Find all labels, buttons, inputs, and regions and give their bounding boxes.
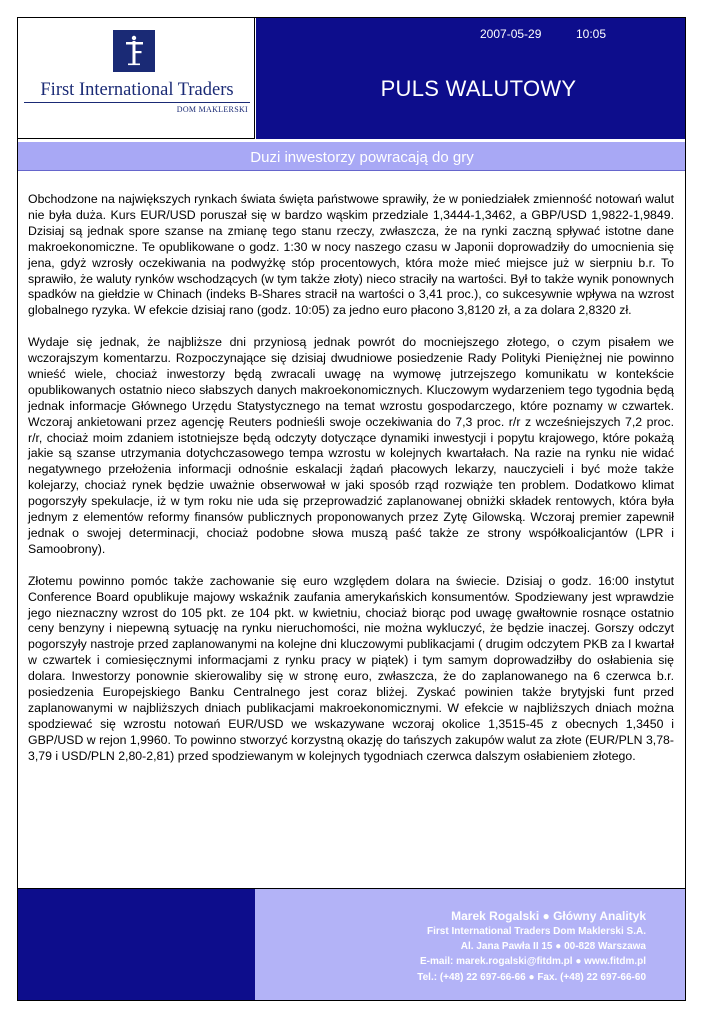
- footer-email-web: E-mail: marek.rogalski@fitdm.pl ● www.fitdm.pl: [419, 956, 646, 968]
- report-date: 2007-05-29: [480, 27, 542, 41]
- article-paragraph: Wydaje się jednak, że najbliższe dni przyniosą jednak powrót do mocniejszego złotego, o czym pisałem we wczorajszym komentarzu. Rozpoczynające się dzisiaj dwudniowe posiedzenie Rady Polityki Pieniężnej nie powinno wnieść wiele, chociaż inwestorzy będą zwracali uwagę na wymowę jutrzejszego komunikatu w kontekście opublikowanych ostatnio nieco słabszych danych makroekonomicznych. Kluczowym wydarzeniem tego tygodnia będą jednak informacje Głównego Urzędu Statystycznego na temat wzrostu gospodarczego, które poznamy w czwartek. Wczoraj ankietowani przez agencję Reuters podnieśli swoje oczekiwania do 7,3 proc. r/r z wcześniejszych 7,2 proc. r/r, chociaż moim zdaniem istotniejsze będą odczyty dotyczące dynamiki inwestycji i popytu krajowego, które pokażą jakie są szanse utrzymania dotychczasowego tempa wzrostu w kolejnych kwartałach. Na razie na rynku nie widać negatywnego przełożenia informacji odnośnie eskalacji żądań płacowych lekarzy, nauczycieli i być może także kolejarzy, chociaż rynek będzie uważnie obserwował w jaki sposób rząd rozwiąże ten problem. Dodatkowo klimat pogorszyły spekulacje, iż w tym roku nie uda się przeprowadzić zaplanowanej obniżki składek rentowych, która była jednym z elementów reformy finansów publicznych proponowanych przez Zytę Gilowską. Wczoraj premier zapewnił jednak o swojej determinacji, chociaż podobne słowa muszą paść także ze strony współkoalicjantów (LPR i Samoobrony).: [28, 335, 674, 556]
- article-body: [28, 192, 674, 780]
- article-paragraph: Obchodzone na największych rynkach świata święta państwowe sprawiły, że w poniedziałek zmienność notowań walut nie była duża. Kurs EUR/USD poruszał się w bardzo wąskim przedziale 1,3444-1,3462, a GBP/USD 1,9822-1,9849. Dzisiaj są jednak spore szanse na zmianę tego stanu rzeczy, zwłaszcza, że na rynki zaczną spływać istotne dane makroekonomiczne. Te opublikowane o godz. 1:30 w nocy naszego czasu w Japonii doprowadziły do umocnienia się jena, gdyż wzrosły oczekiwania na podwyżkę stóp procentowych, która może mieć miejsce już w sierpniu b.r. To sprawiło, że waluty rynków wschodzących (w tym także złoty) nieco straciły na wartości. Był to także wynik ponownych spadków na giełdzie w Chinach (indeks B-Shares stracił na wartości o 3,41 proc.), co sukcesywnie wpływa na wzrost globalnego ryzyka. W efekcie dzisiaj rano (godz. 10:05) za jedno euro płacono 3,8120 zł, a za dolara 2,8320 zł.: [28, 192, 674, 318]
- footer-navy-block: [18, 889, 255, 1000]
- company-name: First International Traders: [40, 80, 234, 100]
- company-logo-icon: [113, 30, 155, 72]
- article-paragraph: Złotemu powinno pomóc także zachowanie się euro względem dolara na świecie. Dzisiaj o godz. 16:00 instytut Conference Board opublikuje majowy wskaźnik zaufania amerykańskich konsumentów. Spodziewany jest wprawdzie jego nieznaczny wzrost do 105 pkt. ze 104 pkt. w kwietniu, chociaż biorąc pod uwagę gwałtownie rosnące ostatnio ceny benzyny i niepewną sytuację na rynku nieruchomości, nie można wykluczyć, że będzie inaczej. Gorszy odczyt pogorszyły nastroje przed zaplanowanymi na kolejne dni kluczowymi publikacjami ( drugim odczytem PKB za I kwartał w czwartek i comiesięcznymi informacjami z rynku pracy w piątek) i tym samym doprowadziłby do osłabienia się dolara. Inwestorzy ponownie skierowaliby się w stronę euro, zwłaszcza, że do zaplanowanego na 6 czerwca b.r. posiedzenia Europejskiego Banku Centralnego jest coraz bliżej. Zyskać powinien także brytyjski funt przed zaplanowanymi w najbliższych dniach publikacjami makroekonomicznymi. W efekcie w najbliższych dniach można spodziewać się wzrostu notowań EUR/USD we wskazywane wczoraj okolice 1,3515-45 z obecnych 1,3450 i GBP/USD w rejon 1,9960. To powinno stworzyć korzystną okazję do tańszych zakupów walut za złote (EUR/PLN 3,78-3,79 i USD/PLN 2,80-2,81) przed spodziewanym w kolejnych tygodniach czerwca dalszym osłabieniem złotego.: [28, 573, 674, 763]
- author-signature: Marek Rogalski ● Główny Analityk: [451, 909, 646, 923]
- logo-panel: [18, 18, 255, 139]
- footer-company: First International Traders Dom Maklerski S.A.: [427, 926, 646, 937]
- footer-phone-fax: Tel.: (+48) 22 697-66-66 ● Fax. (+48) 22 697-66-60: [417, 971, 646, 983]
- footer-address: Al. Jana Pawła II 15 ● 00-828 Warszawa: [460, 941, 646, 953]
- headline: Duzi inwestorzy powracają do gry: [250, 149, 474, 166]
- report-time: 10:05: [576, 27, 607, 41]
- header-banner: [256, 18, 685, 139]
- headline-divider: [18, 170, 685, 171]
- company-subtitle: DOM MAKLERSKI: [176, 105, 248, 114]
- report-title: PULS WALUTOWY: [380, 76, 577, 101]
- footer-contact: [417, 908, 646, 985]
- logo-divider: [24, 102, 250, 103]
